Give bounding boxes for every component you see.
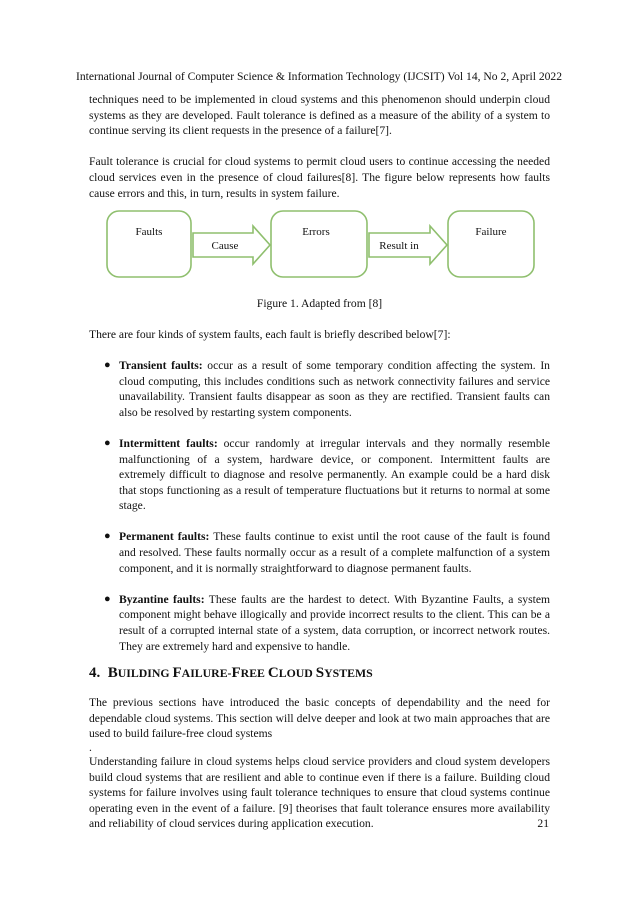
errors-box bbox=[271, 211, 367, 277]
failure-box bbox=[448, 211, 534, 277]
list-item-byzantine bbox=[89, 592, 550, 654]
intro-paragraph-1: techniques need to be implemented in cloud systems and this phenomenon should underpin cloud systems as they are developed. Fault tolerance is defined as a measure of the ability of a system to continue serving its client requests in the presence of a failure[7]. bbox=[89, 93, 550, 138]
section-heading bbox=[89, 664, 550, 683]
page-body bbox=[89, 92, 550, 832]
fault-term: Byzantine faults: bbox=[119, 592, 205, 606]
bullet-icon: ● bbox=[104, 358, 111, 371]
page-number: 21 bbox=[537, 817, 549, 830]
fault-error-failure-diagram bbox=[105, 208, 535, 292]
fault-description: These faults are the hardest to detect. With Byzantine Faults, a system component might behave illogically and provide incorrect results to the client. This can be a result of a corrupted internal state of a system, data corruption, or incorrect network routes. They are extremely hard and expensive to handle. bbox=[119, 592, 550, 653]
intro-paragraph-2: Fault tolerance is crucial for cloud systems to permit cloud users to continue accessing the needed cloud services even in the presence of cloud failures[8]. The figure below represents how faults cause errors and this, in turn, results in system failure. bbox=[89, 155, 550, 200]
result-in-label: Result in bbox=[379, 240, 419, 253]
list-item-permanent bbox=[89, 529, 550, 576]
faults-label: Faults bbox=[135, 226, 163, 239]
section-paragraph-1: The previous sections have introduced the basic concepts of dependability and the need for dependable cloud systems. This section will delve deeper and look at two main approaches that are used to build failure-free cloud systems bbox=[89, 696, 550, 741]
fault-list bbox=[89, 358, 550, 654]
fault-term: Permanent faults: bbox=[119, 530, 210, 544]
section-number: 4. bbox=[89, 665, 101, 682]
figure-1 bbox=[89, 208, 550, 292]
list-item-transient bbox=[89, 358, 550, 420]
faults-intro: There are four kinds of system faults, each fault is briefly described below[7]: bbox=[89, 327, 451, 341]
fault-description: occur randomly at irregular intervals and they normally resemble malfunctioning of a system, hardware device, or component. Intermittent faults are extremely difficult to diagnose and resolve permanently. An example could be a hard disk that stops functioning as a result of temperature fluctuations but it returns to normal at some stage. bbox=[119, 436, 550, 513]
figure-caption: Figure 1. Adapted from [8] bbox=[256, 297, 383, 311]
fault-description: These faults continue to exist until the root cause of the fault is found and resolved. These faults normally occur as a result of a complete malfunction of a system component, and it is normally straightforward to diagnose permanent faults. bbox=[119, 530, 550, 575]
section-title: BUILDING FAILURE-FREE CLOUD SYSTEMS bbox=[107, 665, 373, 682]
fault-term: Transient faults: bbox=[119, 358, 203, 372]
fault-term: Intermittent faults: bbox=[119, 436, 218, 450]
running-header: International Journal of Computer Science & Information Technology (IJCSIT) Vol 14, No 2, April 2022 bbox=[75, 70, 563, 83]
section-paragraph-2: Understanding failure in cloud systems helps cloud service providers and cloud system developers build cloud systems that are resilient and able to continue even if there is a failure. Building cloud systems for failure involves using fault tolerance techniques to ensure that cloud systems continue operating even in the event of a failure. [9] theorises that fault tolerance ensures more availability and reliability of cloud services during application execution. bbox=[89, 755, 550, 831]
faults-box bbox=[107, 211, 191, 277]
errors-label: Errors bbox=[302, 226, 330, 239]
failure-label: Failure bbox=[475, 226, 507, 239]
stray-dot: . bbox=[89, 741, 92, 754]
bullet-icon: ● bbox=[104, 530, 111, 543]
bullet-icon: ● bbox=[104, 436, 111, 449]
list-item-intermittent bbox=[89, 436, 550, 514]
fault-description: occur as a result of some temporary condition affecting the system. In cloud computing, this includes conditions such as network connectivity failures and service unavailability. Transient faults disappear as soon as they are rectified. Transient faults can also be resolved by restarting system components. bbox=[119, 358, 550, 419]
cause-label: Cause bbox=[211, 240, 239, 253]
bullet-icon: ● bbox=[104, 592, 111, 605]
